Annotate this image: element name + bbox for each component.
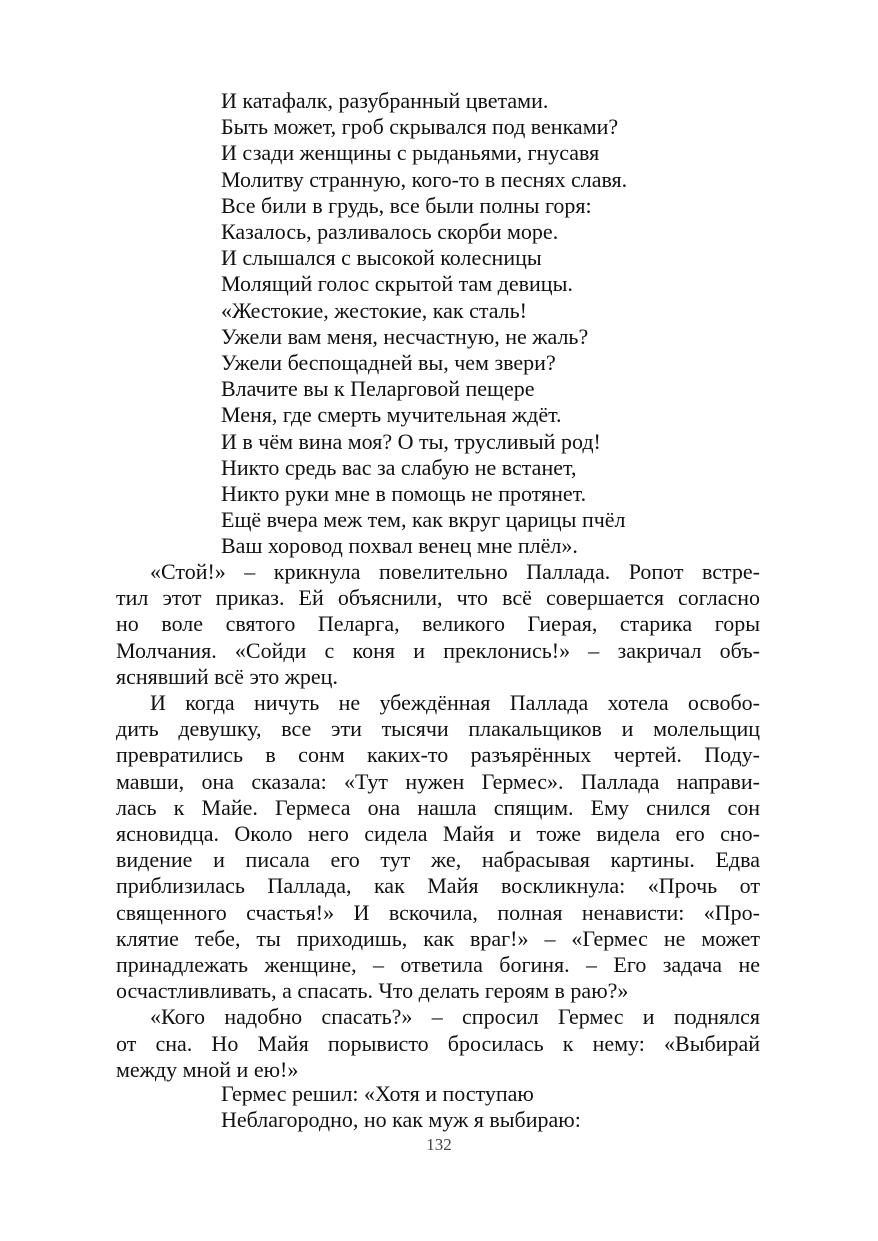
verse-block-top [221, 88, 781, 560]
paragraph-line: мавши, она сказала: «Тут нужен Гермес». Паллада направи- [116, 768, 760, 794]
paragraph-line: дить девушку, все эти тысячи плакальщиков и молельщиц [116, 716, 760, 742]
verse-line: Ужели вам меня, несчастную, не жаль? [221, 323, 589, 349]
paragraph-pallada [116, 690, 760, 1004]
verse-line: Ваш хоровод похвал венец мне плёл». [221, 533, 578, 559]
verse-line: Молящий голос скрытой там девицы. [221, 271, 573, 297]
paragraph-line: от сна. Но Майя порывисто бросилась к нему: «Выбирай [116, 1030, 760, 1056]
verse-line: Все били в грудь, все были полны горя: [221, 192, 592, 218]
page-number: 132 [426, 1135, 452, 1154]
verse-line: И в чём вина моя? О ты, трусливый род! [221, 428, 601, 454]
verse-line: Быть может, гроб скрывался под венками? [221, 114, 619, 140]
paragraph-line: клятие тебе, ты приходишь, как враг!» – «Гермес не может [116, 925, 760, 951]
paragraph-germes [116, 1004, 760, 1083]
verse-line: Ещё вчера меж тем, как вкруг царицы пчёл [221, 507, 626, 533]
paragraph-line: видение и писала его тут же, набрасывая картины. Едва [116, 847, 760, 873]
verse-line: Ужели беспощадней вы, чем звери? [221, 350, 556, 376]
verse-line: Гермес решил: «Хотя и поступаю [221, 1081, 534, 1106]
paragraph-line: Молчания. «Сойди с коня и преклонись!» – закричал объ- [116, 637, 760, 663]
paragraph-line: И когда ничуть не убеждённая Паллада хотела освобо- [150, 690, 760, 716]
paragraph-stoi [116, 559, 760, 690]
verse-line: «Жестокие, жестокие, как сталь! [221, 297, 528, 323]
paragraph-line: «Стой!» – крикнула повелительно Паллада. Ропот встре- [150, 559, 760, 584]
verse-line: Казалось, разливалось скорби море. [221, 219, 559, 245]
prose-block [116, 559, 760, 1083]
verse-line: Молитву странную, кого-то в песнях славя. [221, 166, 628, 192]
verse-line: Неблагородно, но как муж я выбираю: [221, 1107, 581, 1133]
paragraph-line: яснявший всё это жрец. [116, 663, 338, 689]
paragraph-line: но воле святого Пеларга, великого Гиерая, старика горы [116, 611, 760, 637]
verse-block-bottom [221, 1081, 781, 1133]
paragraph-line: лась к Майе. Гермеса она нашла спящим. Ему снился сон [116, 794, 760, 820]
paragraph-line: между мной и ею!» [116, 1056, 299, 1082]
paragraph-line: тил этот приказ. Ей объяснили, что всё совершается согласно [116, 585, 760, 611]
paragraph-line: «Кого надобно спасать?» – спросил Гермес и поднялся [150, 1004, 760, 1030]
verse-line: И катафалк, разубранный цветами. [221, 88, 549, 113]
verse-line: И слышался с высокой колесницы [221, 245, 542, 271]
paragraph-line: священного счастья!» И вскочила, полная ненависти: «Про- [116, 899, 760, 925]
verse-line: Влачите вы к Пеларговой пещере [221, 376, 535, 402]
paragraph-line: осчастливливать, а спасать. Что делать героям в раю?» [116, 978, 629, 1004]
paragraph-line: ясновидца. Около него сидела Майя и тоже видела его сно- [116, 821, 760, 847]
verse-line: И сзади женщины с рыданьями, гнусавя [221, 140, 600, 166]
paragraph-line: превратились в сонм каких-то разъярённых чертей. Поду- [116, 742, 760, 768]
paragraph-line: приблизилась Паллада, как Майя воскликнула: «Прочь от [116, 873, 760, 899]
paragraph-line: принадлежать женщине, – ответила богиня. – Его задача не [116, 952, 760, 978]
verse-line: Никто средь вас за слабую не встанет, [221, 454, 577, 480]
verse-line: Никто руки мне в помощь не протянет. [221, 481, 587, 507]
verse-line: Меня, где смерть мучительная ждёт. [221, 402, 562, 428]
